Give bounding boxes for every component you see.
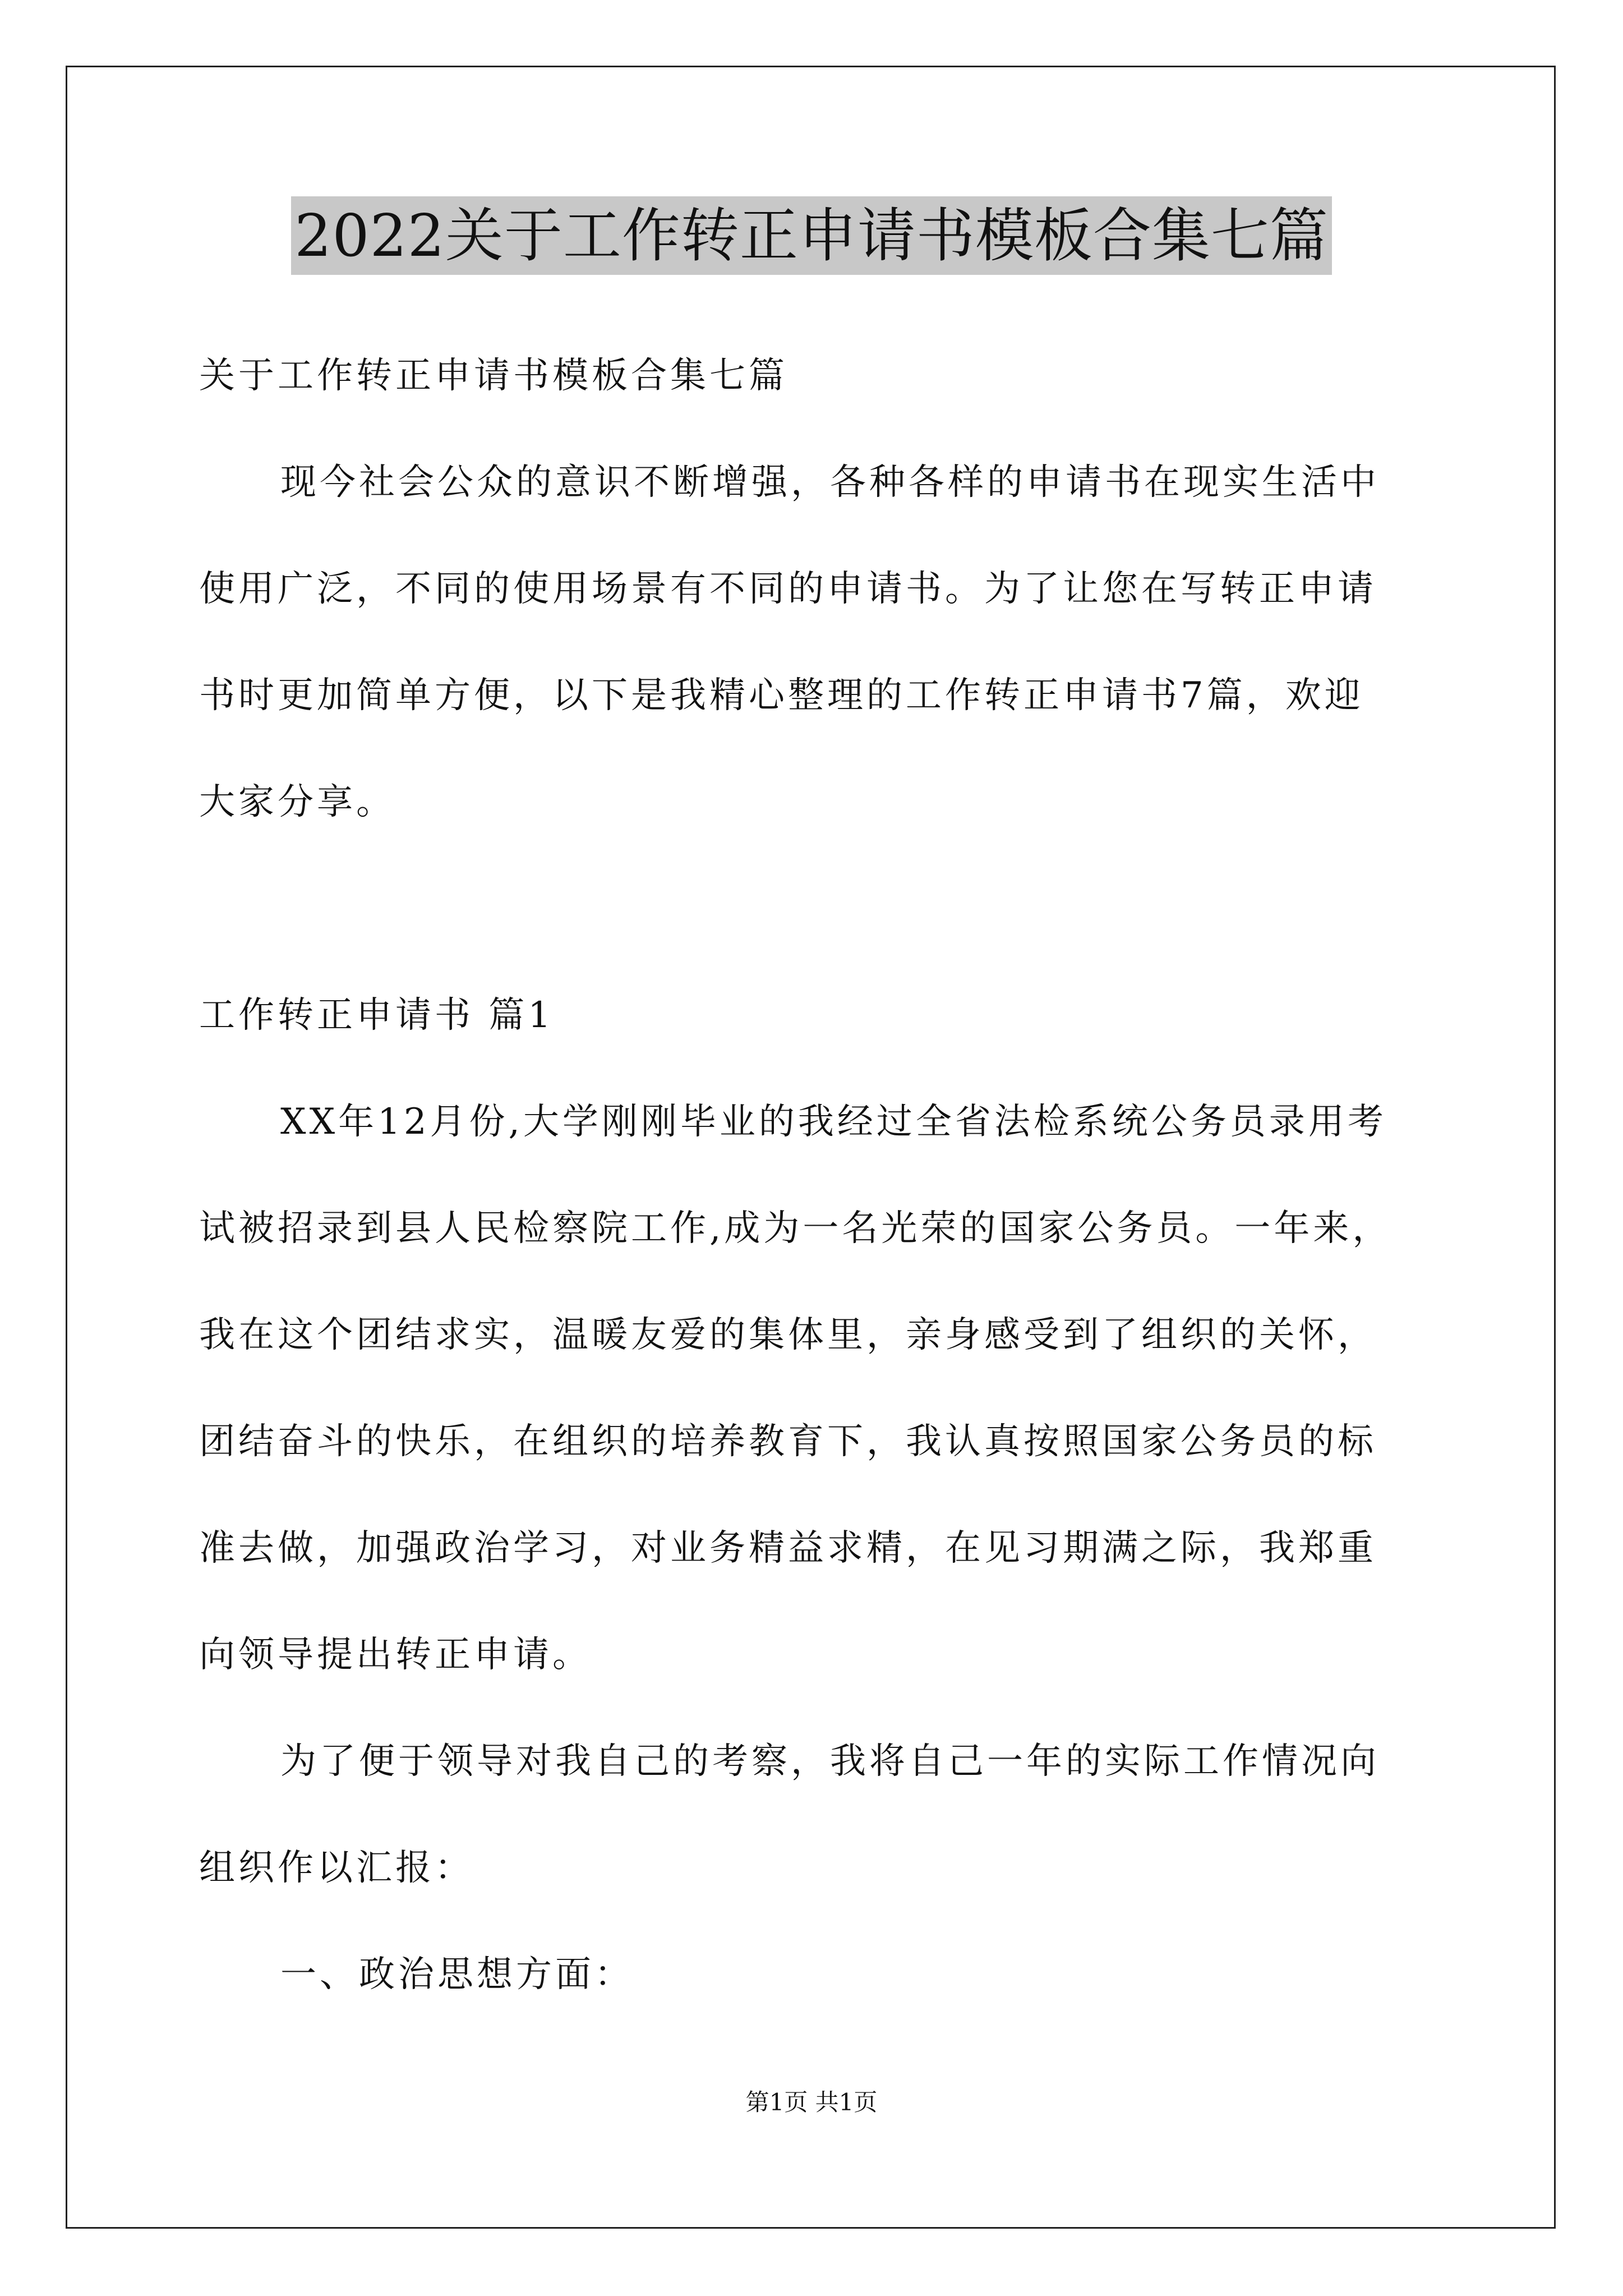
document-subtitle: 关于工作转正申请书模板合集七篇 [199, 355, 788, 397]
page-number-footer: 第1页 共1页 [745, 2088, 878, 2116]
intro-line-2: 使用广泛，不同的使用场景有不同的申请书。为了让您在写转正申请 [199, 568, 1377, 610]
section-line-9: 一、政治思想方面： [280, 1954, 634, 1995]
intro-line-3: 书时更加简单方便，以下是我精心整理的工作转正申请书7篇，欢迎 [199, 675, 1364, 716]
section-heading: 工作转正申请书 篇1 [199, 995, 555, 1036]
section-line-3: 我在这个团结求实，温暖友爱的集体里，亲身感受到了组织的关怀， [199, 1314, 1377, 1356]
intro-line-1: 现今社会公众的意识不断增强，各种各样的申请书在现实生活中 [280, 462, 1380, 503]
title-container [0, 196, 1623, 275]
section-line-7: 为了便于领导对我自己的考察，我将自己一年的实际工作情况向 [280, 1741, 1380, 1782]
section-line-4: 团结奋斗的快乐，在组织的培养教育下，我认真按照国家公务员的标 [199, 1421, 1377, 1462]
section-line-2: 试被招录到县人民检察院工作,成为一名光荣的国家公务员。一年来， [199, 1208, 1392, 1249]
section-line-6: 向领导提出转正申请。 [199, 1634, 592, 1676]
intro-line-4: 大家分享。 [199, 781, 395, 823]
document-title: 2022关于工作转正申请书模板合集七篇 [291, 196, 1332, 275]
section-line-5: 准去做，加强政治学习，对业务精益求精，在见习期满之际，我郑重 [199, 1527, 1377, 1569]
section-line-8: 组织作以汇报： [199, 1847, 474, 1889]
section-line-1: XX年12月份,大学刚刚毕业的我经过全省法检系统公务员录用考 [280, 1101, 1387, 1143]
